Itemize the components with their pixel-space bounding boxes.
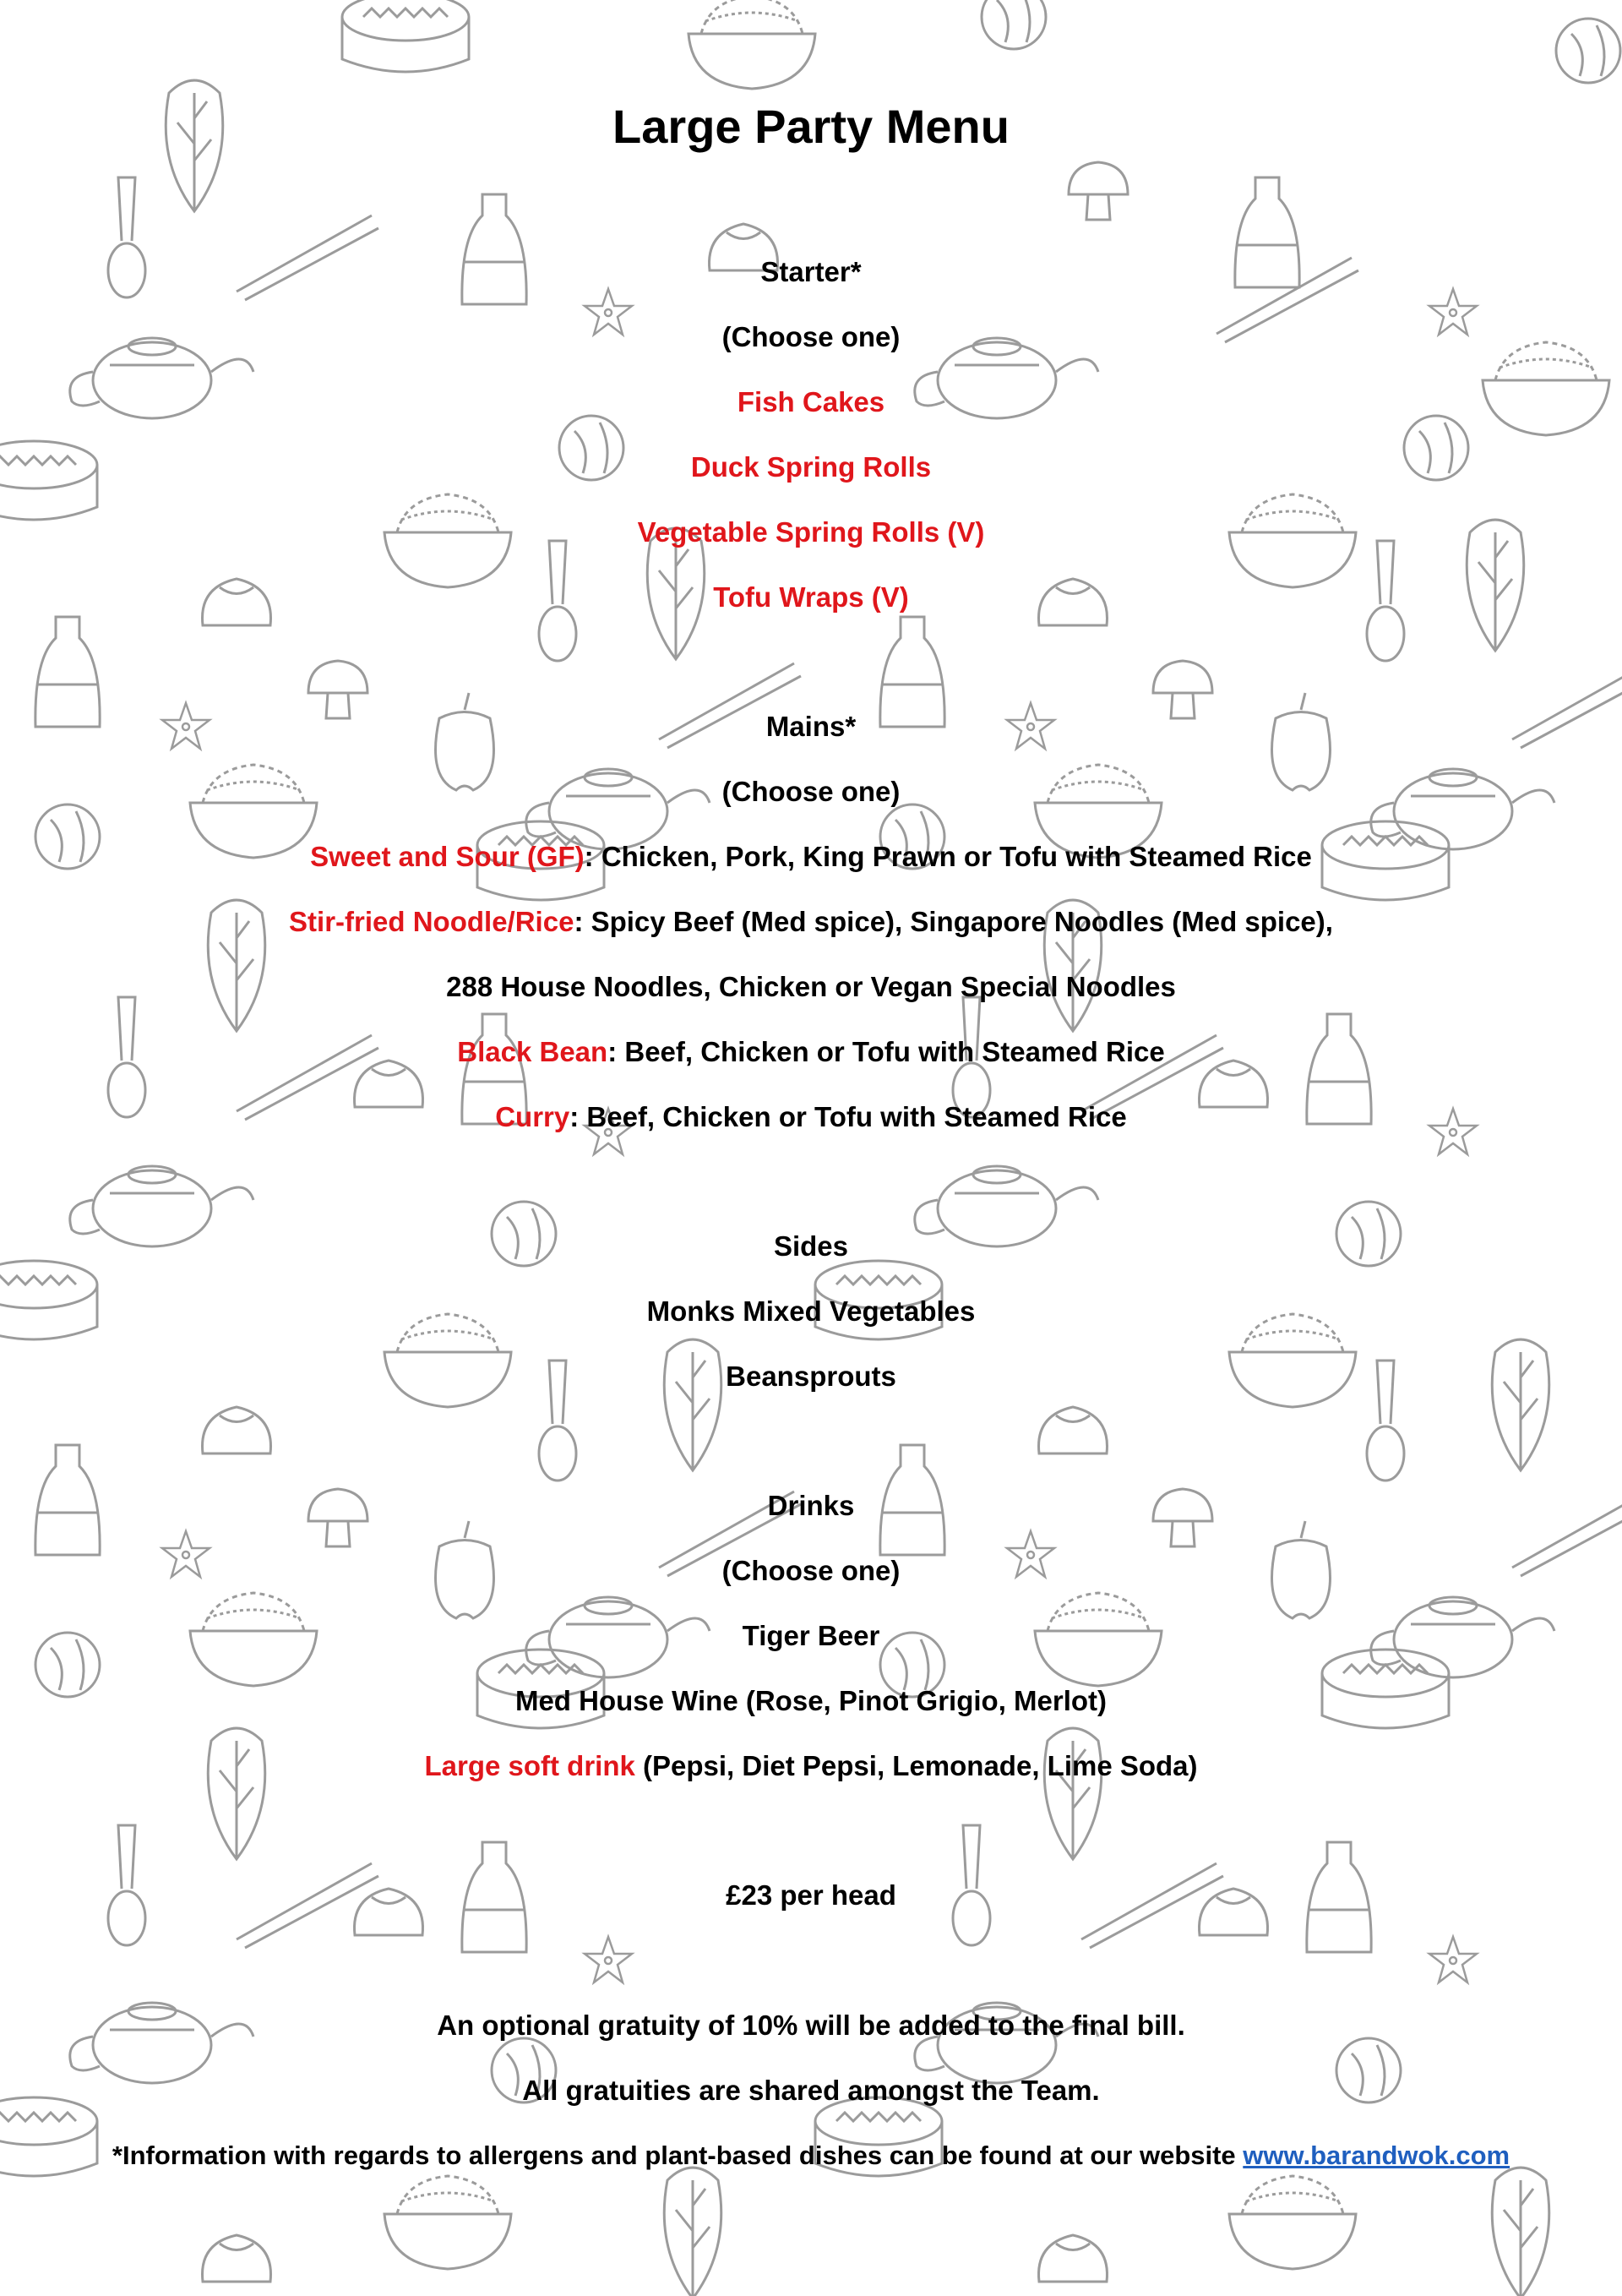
starter-item: Vegetable Spring Rolls (V): [637, 516, 985, 548]
mains-item-desc: : Spicy Beef (Med spice), Singapore Noodles (Med spice),: [574, 906, 1333, 937]
starter-heading: Starter*: [760, 256, 862, 287]
mains-item-desc: : Chicken, Pork, King Prawn or Tofu with Steamed Rice: [584, 841, 1312, 872]
starter-instruction: (Choose one): [721, 321, 901, 352]
mains-item: [0, 1100, 1622, 1134]
sides-item: Beansprouts: [726, 1361, 896, 1392]
drinks-item-desc: (Pepsi, Diet Pepsi, Lemonade, Lime Soda): [634, 1750, 1198, 1781]
mains-item-desc: : Beef, Chicken or Tofu with Steamed Rice: [569, 1101, 1127, 1132]
mains-heading: Mains*: [765, 711, 857, 742]
drinks-instruction: (Choose one): [721, 1555, 901, 1586]
mains-item-name: Sweet and Sour (GF): [310, 841, 585, 872]
mains-instruction: (Choose one): [721, 776, 901, 807]
gratuity-shared-note: All gratuities are shared amongst the Team.: [522, 2075, 1100, 2106]
allergen-note-text: *Information with regards to allergens and plant-based dishes can be found at our website: [112, 2141, 1244, 2170]
drinks-heading: Drinks: [767, 1490, 855, 1521]
starter-item: Duck Spring Rolls: [690, 451, 932, 483]
price-per-head: £23 per head: [726, 1879, 896, 1911]
mains-item-name: Curry: [495, 1101, 570, 1132]
drinks-item-name: Large soft drink: [424, 1750, 635, 1781]
mains-item: [0, 1035, 1622, 1069]
mains-item-desc: : Beef, Chicken or Tofu with Steamed Rice: [607, 1036, 1165, 1067]
mains-item: [0, 905, 1622, 939]
starter-item: Fish Cakes: [737, 386, 885, 417]
mains-item-name: Black Bean: [457, 1036, 608, 1067]
mains-item-name: Stir-fried Noodle/Rice: [289, 906, 574, 937]
mains-item: [0, 840, 1622, 874]
drinks-item: [0, 1749, 1622, 1783]
starter-item: Tofu Wraps (V): [713, 581, 909, 613]
mains-item-desc-continued: 288 House Noodles, Chicken or Vegan Special Noodles: [446, 971, 1176, 1002]
gratuity-note: An optional gratuity of 10% will be added to the final bill.: [437, 2010, 1185, 2041]
sides-heading: Sides: [773, 1230, 849, 1262]
website-link[interactable]: www.barandwok.com: [1243, 2141, 1510, 2170]
page-title: Large Party Menu: [612, 100, 1010, 153]
drinks-item: Med House Wine (Rose, Pinot Grigio, Merlot): [514, 1685, 1108, 1716]
drinks-item: Tiger Beer: [742, 1620, 880, 1651]
sides-item: Monks Mixed Vegetables: [646, 1295, 976, 1327]
allergen-note: [0, 2139, 1622, 2173]
